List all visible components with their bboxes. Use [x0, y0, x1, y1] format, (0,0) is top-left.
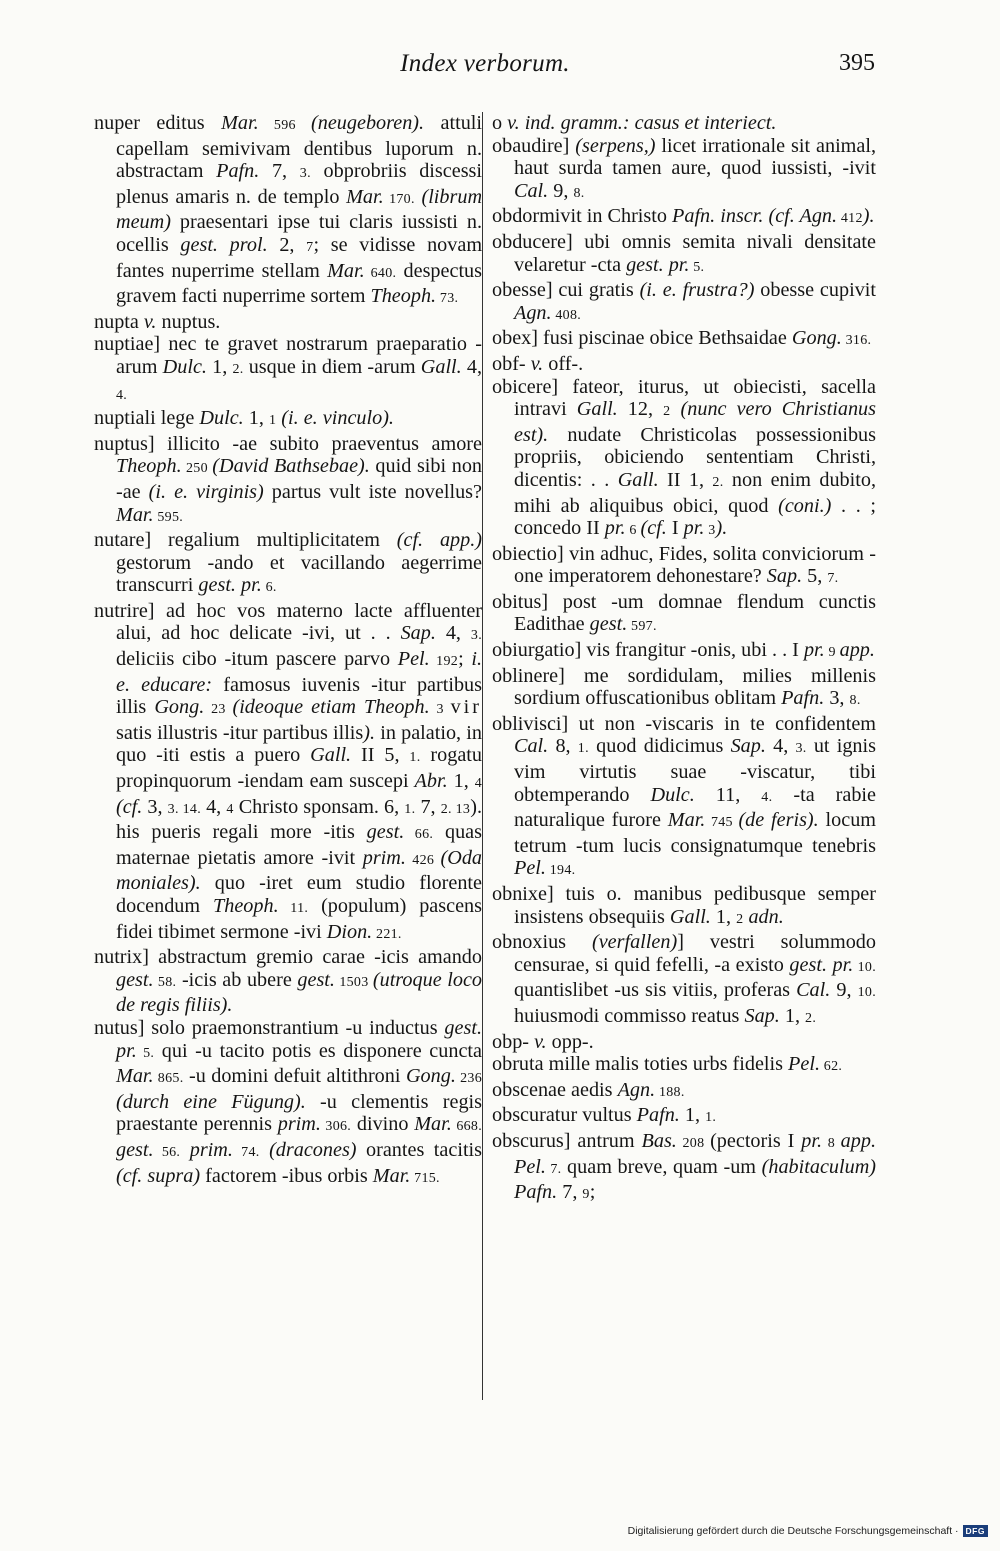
entry-text: nutus] solo praemonstrantium -u inductus [94, 1016, 445, 1039]
entry-text: obex] fusi piscinae obice Bethsaidae [492, 327, 792, 350]
entry-text: satis illustris -itur partibus illis [116, 721, 364, 744]
entry-text: 7, [415, 795, 441, 818]
entry-text: 2. [712, 474, 724, 490]
entry-text: obf- [492, 352, 531, 375]
entry-text: divino [351, 1113, 415, 1136]
entry-text: Sap. [744, 1004, 780, 1027]
index-entry [492, 931, 876, 1030]
entry-text: obruta mille malis toties urbs fidelis [492, 1053, 789, 1076]
index-entry [492, 135, 876, 206]
entry-text: quod didicimus [588, 735, 731, 758]
entry-text: ; [458, 648, 472, 671]
entry-text: (i. e. virginis) [148, 480, 264, 503]
entry-text: obesse cupivit [754, 279, 876, 302]
entry-text: locum tetrum -tum lucis consignatumque tenebris [514, 809, 877, 857]
entry-text: Dulc. [162, 355, 207, 378]
entry-text [180, 1139, 190, 1161]
entry-text: Pel. [397, 648, 430, 671]
entry-text: v. [530, 352, 544, 375]
entry-text: 236 [455, 1071, 482, 1087]
entry-text: ). [363, 721, 376, 744]
entry-text: 5. [136, 1045, 155, 1061]
entry-text: 3 [704, 523, 716, 539]
entry-text: nuptiae] nec te gravet nostrarum praeparatio -arum [94, 333, 482, 378]
entry-text: (David Bathsebae). [212, 455, 370, 478]
entry-text: 2 [736, 911, 744, 927]
entry-text: (cf. [640, 517, 667, 540]
index-entry [492, 1079, 876, 1105]
entry-text: -ta rabie naturalique furore [514, 783, 876, 832]
index-entry [492, 376, 876, 543]
entry-text: attuli capellam semivivam dentibus luporum n. abstractam [116, 112, 483, 183]
entry-text: 412 [837, 211, 863, 227]
index-entry [492, 1053, 876, 1079]
entry-text: 62. [820, 1059, 843, 1075]
entry-text: nuper editus [94, 112, 222, 134]
entry-text: obducere] ubi omnis semita nivali densitate velaretur -cta [492, 230, 876, 276]
entry-text: (i. e. vinculo). [281, 407, 394, 430]
entry-text: ). [715, 517, 728, 540]
entry-text: quam breve, quam -um [561, 1155, 762, 1178]
entry-text: obscurus] antrum [492, 1129, 642, 1152]
entry-text: Mar. [667, 809, 706, 832]
index-entry [94, 333, 482, 407]
entry-text: obscenae aedis [492, 1078, 618, 1101]
entry-text: off-. [543, 352, 584, 375]
index-entry [492, 353, 876, 376]
entry-text: Mar. [116, 1065, 154, 1088]
entry-text: (cf. app.) [396, 529, 482, 552]
entry-text: in palatio, in quo -iti estis a puero [116, 721, 482, 767]
entry-text: Theoph. [213, 895, 279, 917]
index-entry [492, 639, 876, 665]
entry-text: 3, [142, 795, 168, 818]
entry-text: Gong. [154, 696, 205, 719]
page-footer [628, 1525, 988, 1537]
entry-text: 11, [694, 783, 762, 806]
entry-text: Mar. [327, 259, 365, 282]
entry-text: 4, [765, 735, 796, 758]
entry-text: nutrix] abstractum gremio carae -icis amando [94, 946, 482, 969]
footer-credit: Digitalisierung gefördert durch die Deutsche Forschungsgemeinschaft · [627, 1525, 959, 1537]
index-entry [492, 1031, 876, 1054]
entry-text: pr. [604, 517, 626, 540]
index-entry [492, 205, 876, 231]
entry-text: o [492, 112, 508, 134]
index-entry [94, 311, 482, 334]
entry-text: 1. [577, 741, 589, 757]
entry-text: Pel. [788, 1053, 820, 1076]
entry-text: 74. [232, 1144, 260, 1160]
entry-text: (durch eine Fügung). [116, 1090, 306, 1113]
entry-text: 66. [404, 827, 434, 843]
entry-text: (nunc vero Christianus est). [514, 398, 877, 446]
entry-text: 73. [436, 291, 459, 307]
entry-text: i. e. educare: [116, 648, 483, 696]
entry-text: 306. [320, 1119, 352, 1135]
entry-text: 1. [409, 750, 421, 766]
entry-text: 4. [761, 789, 773, 805]
entry-text: gest. pr. [789, 953, 854, 976]
entry-text: nuptus] illicito -ae subito praeventus amore [94, 432, 482, 455]
entry-text: 5, [802, 565, 828, 588]
entry-text: Agn. [514, 301, 552, 324]
entry-text: obiurgatio] vis frangitur -onis, ubi . . I [492, 639, 804, 662]
entry-text: Mar. [372, 1164, 411, 1187]
entry-text: 408. [551, 307, 582, 323]
entry-text: 3, [824, 687, 850, 710]
entry-text: (utroque loco de regis filiis). [116, 968, 483, 1017]
entry-text: 3. [299, 166, 311, 182]
entry-text: non enim dubito, mihi ab aliquibus obici, quod [514, 468, 876, 517]
entry-text: 6. [261, 580, 277, 596]
entry-text: nuptus. [156, 310, 221, 333]
entry-text: 4, [461, 355, 483, 378]
entry-text: Gong. [791, 327, 842, 350]
entry-text: v. ind. gramm.: casus et interiect. [507, 112, 777, 134]
entry-text: obicere] fateor, iturus, ut obiecisti, sacella intravi [492, 375, 876, 421]
entry-text: 7 [306, 239, 314, 255]
entry-text: -icis ab ubere [176, 968, 298, 991]
entry-text: Gall. [310, 744, 352, 767]
index-entry [94, 433, 482, 529]
entry-text: 56. [153, 1144, 181, 1160]
index-entry [94, 946, 482, 1017]
entry-text: Cal. [514, 179, 549, 202]
column-divider [482, 112, 483, 1400]
entry-text: 2. 13 [440, 801, 471, 817]
entry-text: praesentari ipse tui claris iussisti n. ocellis [116, 211, 482, 256]
entry-text: 188. [655, 1084, 685, 1100]
entry-text: -u domini defuit altithroni [183, 1065, 406, 1088]
entry-text: (coni.) [778, 494, 832, 517]
entry-text: licet irrationale sit animal, haut surda tamen aure, quod iussisti, -ivit [514, 134, 876, 180]
entry-text: gest. [297, 968, 335, 991]
index-entry [94, 1017, 482, 1190]
entry-text: Gong. [405, 1065, 456, 1088]
entry-text: obiectio] vin adhuc, Fides, solita conviciorum -one imperatorem dehonestare? [492, 542, 876, 588]
entry-text: 5. [689, 259, 705, 275]
entry-text: gest. [366, 821, 405, 844]
entry-text: 4, [435, 622, 471, 645]
entry-text: orantes tacitis [356, 1138, 483, 1161]
entry-text: Cal. [514, 735, 549, 758]
index-entry [94, 529, 482, 600]
entry-text: (populum) pascens fidei tibimet sermone -ivi [116, 895, 482, 943]
entry-text [670, 398, 680, 420]
entry-text: 1 [268, 413, 277, 429]
entry-text: 8, [548, 735, 578, 758]
entry-text: (cf. supra) [116, 1164, 201, 1187]
page-header [95, 50, 875, 84]
entry-text: (habitaculum) Pafn. [514, 1155, 876, 1204]
entry-text: 8 [822, 1135, 841, 1151]
entry-text: obesse] cui gratis [492, 279, 640, 302]
entry-text: oblivisci] ut non -viscaris in te confidentem [492, 712, 876, 735]
entry-text: (verfallen) [591, 931, 678, 954]
entry-text: ; se vidisse novam fantes nuperrime stellam [116, 233, 483, 282]
entry-text: nuptiali lege [94, 407, 200, 430]
entry-text: pr. [803, 639, 825, 662]
entry-text: 7, [557, 1181, 583, 1204]
entry-text: 9, [548, 179, 574, 202]
entry-text: 3. [795, 741, 807, 757]
entry-text: adn. [748, 905, 784, 928]
entry-text: 3 [429, 702, 451, 718]
entry-text: (cf. [116, 795, 143, 818]
page-number: 395 [839, 50, 875, 76]
entry-text: 1, [206, 355, 233, 378]
entry-text: 316. [841, 333, 872, 349]
entry-text: (i. e. frustra?) [639, 279, 755, 302]
entry-text [260, 1139, 270, 1161]
entry-text: ] vestri solummodo censurae, si quid fefelli, -a existo [514, 931, 876, 976]
entry-text: 7. [545, 1161, 562, 1177]
entry-text: 11. [278, 901, 309, 916]
entry-text: 8. [849, 693, 861, 709]
entry-text: 8. [573, 185, 585, 201]
entry-text: Gall. [420, 355, 462, 378]
entry-text: Theoph. [116, 455, 182, 478]
entry-text: 3. 14. [167, 801, 201, 817]
entry-text: Mar. [414, 1113, 452, 1136]
entry-text: 595. [153, 509, 184, 525]
dfg-logo: DFG [963, 1525, 988, 1537]
entry-text: app. Pel. [514, 1129, 876, 1178]
entry-text: Agn. [617, 1078, 656, 1101]
running-title: Index verborum. [400, 50, 570, 77]
entry-text: II 5, [351, 744, 410, 767]
entry-text: Cal. [796, 979, 831, 1002]
entry-text: (dracones) [269, 1138, 357, 1161]
entry-text: ; [589, 1181, 596, 1204]
entry-text: 6 [625, 523, 641, 539]
entry-text: Sap. [730, 735, 766, 758]
entry-text: quas maternae pietatis amore -ivit [116, 821, 482, 869]
entry-text: pr. [683, 517, 705, 540]
right-column [492, 112, 876, 1207]
index-entry [492, 543, 876, 591]
entry-text: Pafn. [781, 687, 825, 710]
entry-text: (de feris). [738, 809, 819, 832]
entry-text: prim. [362, 846, 406, 869]
entry-text: prim. [189, 1138, 233, 1161]
entry-text: v. [534, 1030, 547, 1053]
entry-text: (librum meum) [116, 185, 483, 234]
entry-text: Abr. [414, 770, 448, 793]
entry-text: 640. [364, 265, 397, 281]
entry-text: 4 [226, 801, 234, 817]
entry-text: nupta [94, 310, 144, 333]
entry-text: Mar. [221, 112, 259, 134]
entry-text: I [666, 517, 684, 540]
entry-text: 3. [470, 628, 482, 644]
entry-text: 7, [259, 160, 300, 183]
entry-text: factorem -ibus orbis [200, 1164, 373, 1187]
index-entry [492, 231, 876, 279]
entry-text: Gall. [576, 398, 618, 421]
index-entry [492, 279, 876, 327]
entry-text: 221. [372, 926, 402, 942]
entry-text: deliciis cibo -itum pascere parvo [116, 648, 398, 671]
entry-text: gest. [116, 1138, 154, 1161]
entry-text: Dulc. [650, 783, 695, 806]
entry-text: Dion. [326, 920, 373, 943]
entry-text: Bas. [641, 1129, 677, 1152]
entry-text: 1, [447, 770, 475, 793]
index-entry [94, 600, 482, 946]
entry-text: 2 [663, 404, 671, 420]
entry-text: ). [862, 205, 875, 228]
entry-text: 2, [267, 233, 307, 256]
entry-text: (neugeboren). [311, 112, 425, 134]
entry-text: ut ignis vim virtutis suae -viscatur, tibi obtemperando [514, 735, 876, 806]
entry-text: gestorum -ando et vacillando aegerrime transcurri [116, 551, 482, 597]
entry-text: app. [839, 639, 875, 662]
entry-text: obnoxius [492, 931, 592, 954]
entry-text: 23 [204, 702, 233, 718]
entry-text: Dulc. [199, 407, 244, 430]
entry-text: Mar. [116, 503, 154, 526]
entry-text: Pafn. [216, 160, 260, 183]
entry-text: 58. [153, 974, 177, 990]
entry-text: 10. [857, 985, 876, 1001]
entry-text: nudate Christicolas possessionibus propriis, obiciendo sententiam Christi, dicentis: . . [514, 423, 876, 491]
entry-text: 10. [853, 959, 876, 975]
entry-text: Mar. [346, 185, 384, 208]
entry-text: II 1, [658, 468, 713, 491]
entry-text: Theoph. [370, 285, 437, 308]
entry-text: . . ; concedo II [514, 494, 877, 540]
entry-text: Gall. [669, 905, 711, 928]
entry-text: (Oda moniales). [116, 846, 483, 895]
entry-text: 194. [545, 863, 576, 879]
entry-text: pr. [801, 1129, 823, 1152]
entry-text: despectus gravem facti nuperrime sortem [116, 259, 482, 308]
entry-text: 4 [474, 776, 483, 792]
entry-text: 1, [710, 905, 737, 928]
entry-text: 208 [676, 1135, 711, 1151]
index-entry [492, 1104, 876, 1130]
entry-text: gest. pr. [116, 1016, 482, 1062]
entry-text: (pectoris I [710, 1129, 802, 1152]
entry-text: opp-. [546, 1030, 594, 1053]
entry-text: nutare] regalium multiplicitatem [94, 529, 397, 552]
entry-text: oblinere] me sordidulam, milies millenis sordium offuscationibus oblitam [492, 664, 876, 710]
entry-text: gest. [589, 613, 628, 636]
entry-text: 597. [627, 619, 657, 635]
index-entry [492, 713, 876, 883]
entry-text: obprobriis discessi plenus amaris n. de templo [116, 160, 483, 208]
entry-text: ). his pueris regali more -itis [116, 795, 483, 844]
entry-text: Gall. [617, 468, 659, 491]
index-entry [492, 591, 876, 639]
entry-text: 1, [679, 1104, 706, 1127]
entry-text: Pafn. [636, 1104, 680, 1127]
entry-text: 170. [383, 191, 415, 207]
entry-text: 4. [116, 387, 128, 403]
entry-text: 1, [779, 1004, 806, 1027]
entry-text: 1. [404, 801, 416, 817]
entry-text: 9 [824, 645, 840, 661]
entry-text: obnixe] tuis o. manibus pedibusque semper insistens obsequiis [492, 883, 876, 928]
entry-text: 2. [232, 361, 244, 377]
entry-text: 596 [258, 118, 312, 133]
entry-text: gest. pr. [626, 253, 690, 276]
entry-text: 9 [582, 1187, 590, 1203]
entry-text: gest. pr. [198, 574, 262, 597]
entry-text: prim. [277, 1113, 321, 1136]
entry-text: Pel. [514, 857, 546, 880]
entry-text: obdormivit in Christo [492, 205, 673, 228]
entry-text: usque in diem -arum [243, 355, 421, 378]
entry-text: qui -u tacito potis es disponere cuncta [154, 1039, 482, 1062]
entry-text: partus vult iste novellus? [263, 480, 482, 503]
entry-text: 7. [827, 571, 839, 587]
entry-text: 426 [405, 852, 441, 868]
entry-text: 192 [429, 654, 459, 670]
entry-text: (serpens,) [575, 134, 656, 157]
entry-text: 1, [243, 407, 269, 430]
entry-text: rogatu propinquorum -iendam eam suscepi [116, 744, 482, 793]
entry-text: obaudire] [492, 134, 576, 157]
entry-text: quo -iret eum studio florente docendum [116, 872, 482, 917]
entry-text: obscuratur vultus [492, 1104, 637, 1127]
entry-text: Pafn. inscr. (cf. Agn. [672, 205, 838, 228]
entry-text: 4, [201, 795, 227, 818]
index-entry [492, 112, 876, 135]
entry-text: 865. [153, 1071, 184, 1087]
entry-text: gest. [116, 968, 154, 991]
entry-text: vir [450, 696, 482, 719]
entry-text: 1503 [334, 974, 373, 990]
entry-text: quid sibi non -ae [116, 455, 483, 503]
entry-text: Sap. [766, 565, 803, 588]
entry-text: gest. prol. [180, 233, 268, 256]
entry-text: nutrire] ad hoc vos materno lacte affluenter alui, ad hoc delicate -ivi, ut . . [94, 599, 482, 645]
index-entry [492, 883, 876, 931]
entry-text: 12, [617, 398, 664, 421]
index-entry [492, 327, 876, 353]
index-entry [94, 407, 482, 433]
entry-text: 745 [705, 815, 739, 831]
index-entry [492, 1130, 876, 1207]
entry-text: 250 [181, 461, 213, 477]
entry-text: (ideoque etiam Theoph. [232, 696, 430, 719]
index-entry [492, 665, 876, 713]
left-column [94, 112, 482, 1190]
entry-text: obitus] post -um domnae flendum cunctis Eadithae [492, 590, 876, 636]
entry-text: quantislibet -us sis vitiis, proferas [514, 979, 797, 1002]
entry-text: huiusmodi commisso reatus [514, 1004, 745, 1027]
entry-text: 9, [830, 979, 858, 1002]
entry-text: v. [143, 310, 157, 333]
entry-text: 715. [410, 1170, 440, 1186]
entry-text: Sap. [400, 622, 436, 645]
entry-text: Christo sponsam. 6, [233, 795, 405, 818]
entry-text: -u clementis regis praestante perennis [116, 1090, 483, 1136]
index-entry [94, 112, 482, 311]
entry-text: 1. [705, 1110, 717, 1126]
entry-text: 668. [451, 1119, 483, 1135]
entry-text: famosus iuvenis -itur partibus illis [116, 673, 482, 719]
entry-text: obp- [492, 1030, 535, 1053]
entry-text: 2. [805, 1010, 817, 1026]
